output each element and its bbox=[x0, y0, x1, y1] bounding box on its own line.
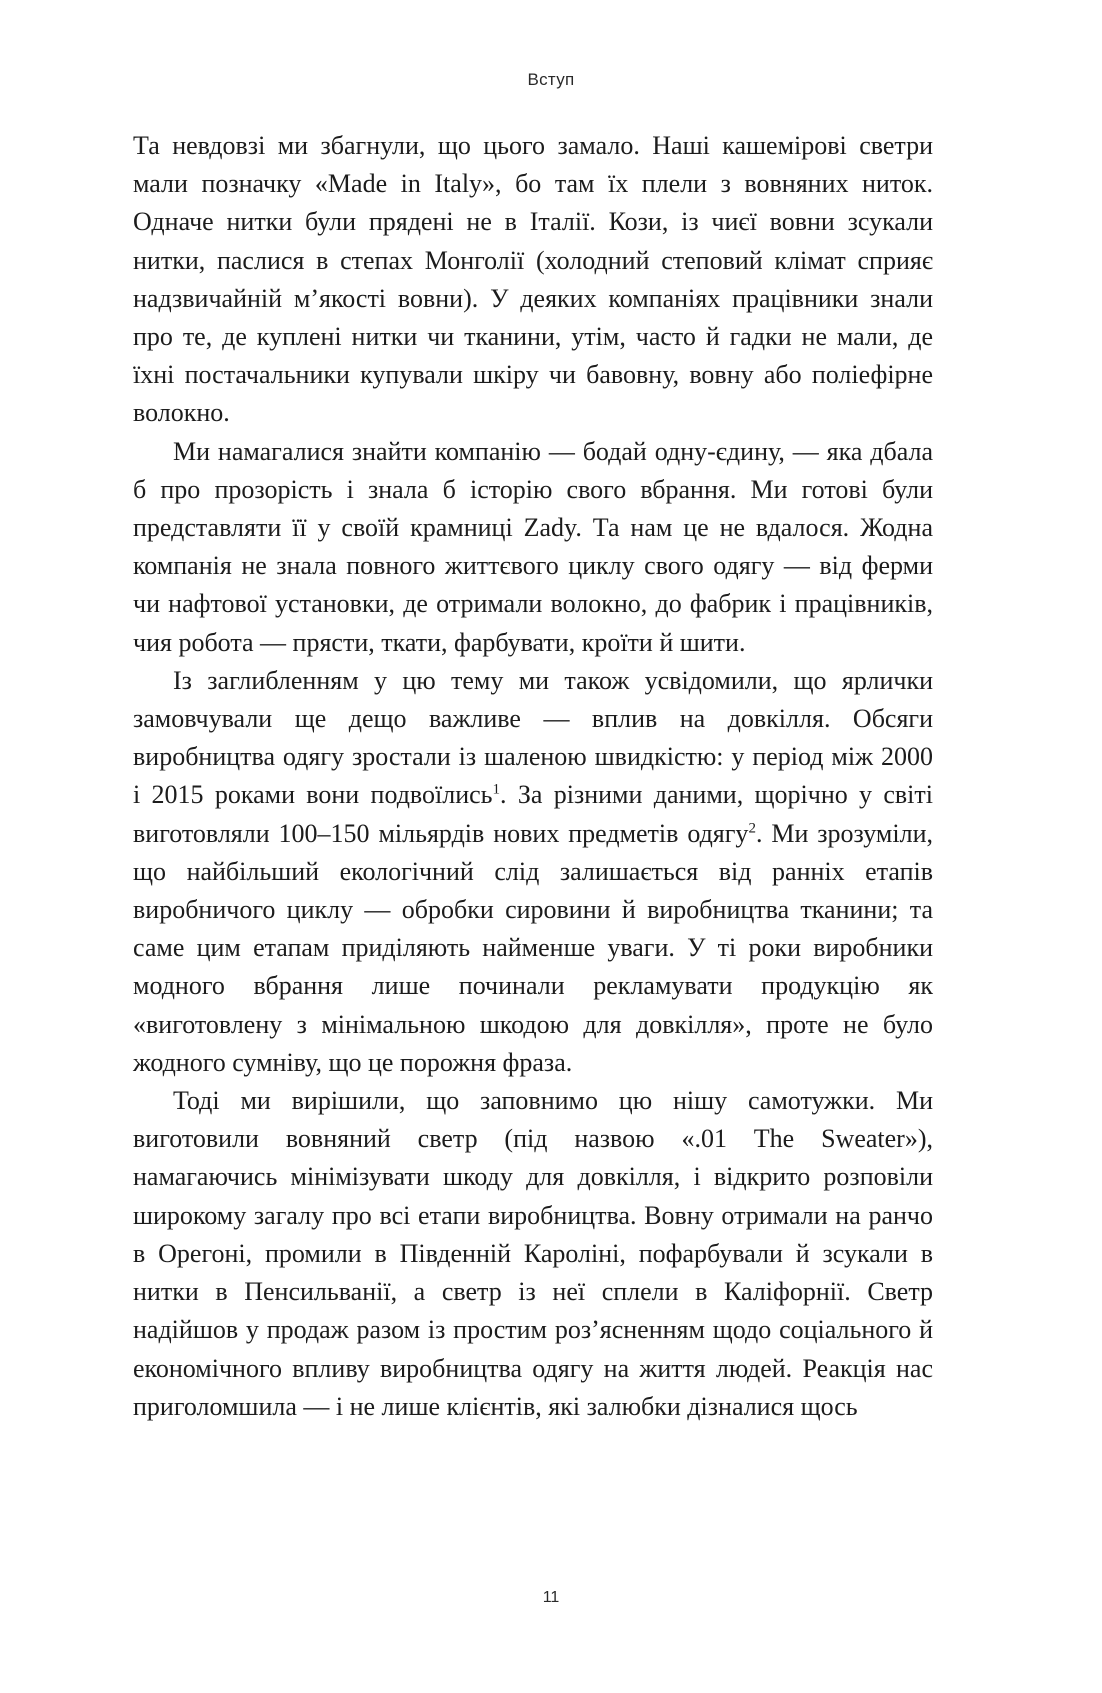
paragraph-3-text-a: Із заглибленням у цю тему ми також усвідомили, що ярлички замовчували ще дещо важливе — вплив на довкілля. Обсяги виробництва одягу зростали із шаленою швидкістю: у період між 2000 і 2015 роками вони подвоїлись bbox=[133, 665, 933, 810]
running-head: Вступ bbox=[527, 70, 575, 89]
footnote-ref-1[interactable]: 1 bbox=[492, 781, 501, 798]
paragraph-2: Ми намагалися знайти компанію — бодай одну-єдину, — яка дбала б про прозорість і знала б історію свого вбрання. Ми готові були представляти її у своїй крамниці Zady. Та нам це не вдалося. Жодна компанія не знала повного життєвого циклу свого одягу — від ферми чи нафтової установки, де отримали волокно, до фабрик і працівників, чия робота — прясти, ткати, фарбувати, кроїти й шити. bbox=[133, 436, 933, 657]
page-number: 11 bbox=[542, 1589, 560, 1606]
footnote-ref-2[interactable]: 2 bbox=[748, 820, 756, 836]
paragraph-3 bbox=[133, 662, 933, 1082]
paragraph-4: Тоді ми вирішили, що заповнимо цю нішу самотужки. Ми виготовили вовняний светр (під назвою «.01 The Sweater»), намагаючись мінімізувати шкоду для довкілля, і відкрито розповіли широкому загалу про всі етапи виробництва. Вовну отримали на ранчо в Орегоні, промили в Південній Кароліні, пофарбували й зсукали в нитки в Пенсильванії, а светр із неї сплели в Каліфорнії. Светр надійшов у продаж разом із простим роз’ясненням щодо соціального й економічного впливу виробництва одягу на життя людей. Реакція нас приголомшила — і не лише клієнтів, які залюбки дізналися щось bbox=[133, 1086, 933, 1421]
paragraph-3-text-c: . Ми зрозуміли, що найбільший екологічний слід залишається від ранніх етапів виробничого циклу — обробки сировини й виробництва тканини; та саме цим етапам приділяють найменше уваги. У ті роки виробники модного вбрання лише починали рекламувати продукцію як «виготовлену з мінімальною шкодою для довкілля», проте не було жодного сумніву, що це порожня фраза. bbox=[133, 818, 933, 1077]
paragraph-1: Та невдовзі ми збагнули, що цього замало. Наші кашемірові светри мали позначку «Made in Italy», бо там їх плели з вовняних ниток. Одначе нитки були прядені не в Італії. Кози, із чиєї вовни зсукали нитки, паслися в степах Монголії (холодний степовий клімат сприяє надзвичайній м’якості вовни). У деяких компаніях працівники знали про те, де куплені нитки чи тканини, утім, часто й гадки не мали, де їхні постачальники купували шкіру чи бавовну, вовну або поліефірне волокно. bbox=[133, 131, 933, 428]
body-text bbox=[133, 127, 933, 1426]
paragraph-3-text-b: . За різними даними, щорічно у світі виготовляли 100–150 мільярдів нових предметів одягу bbox=[133, 780, 933, 848]
